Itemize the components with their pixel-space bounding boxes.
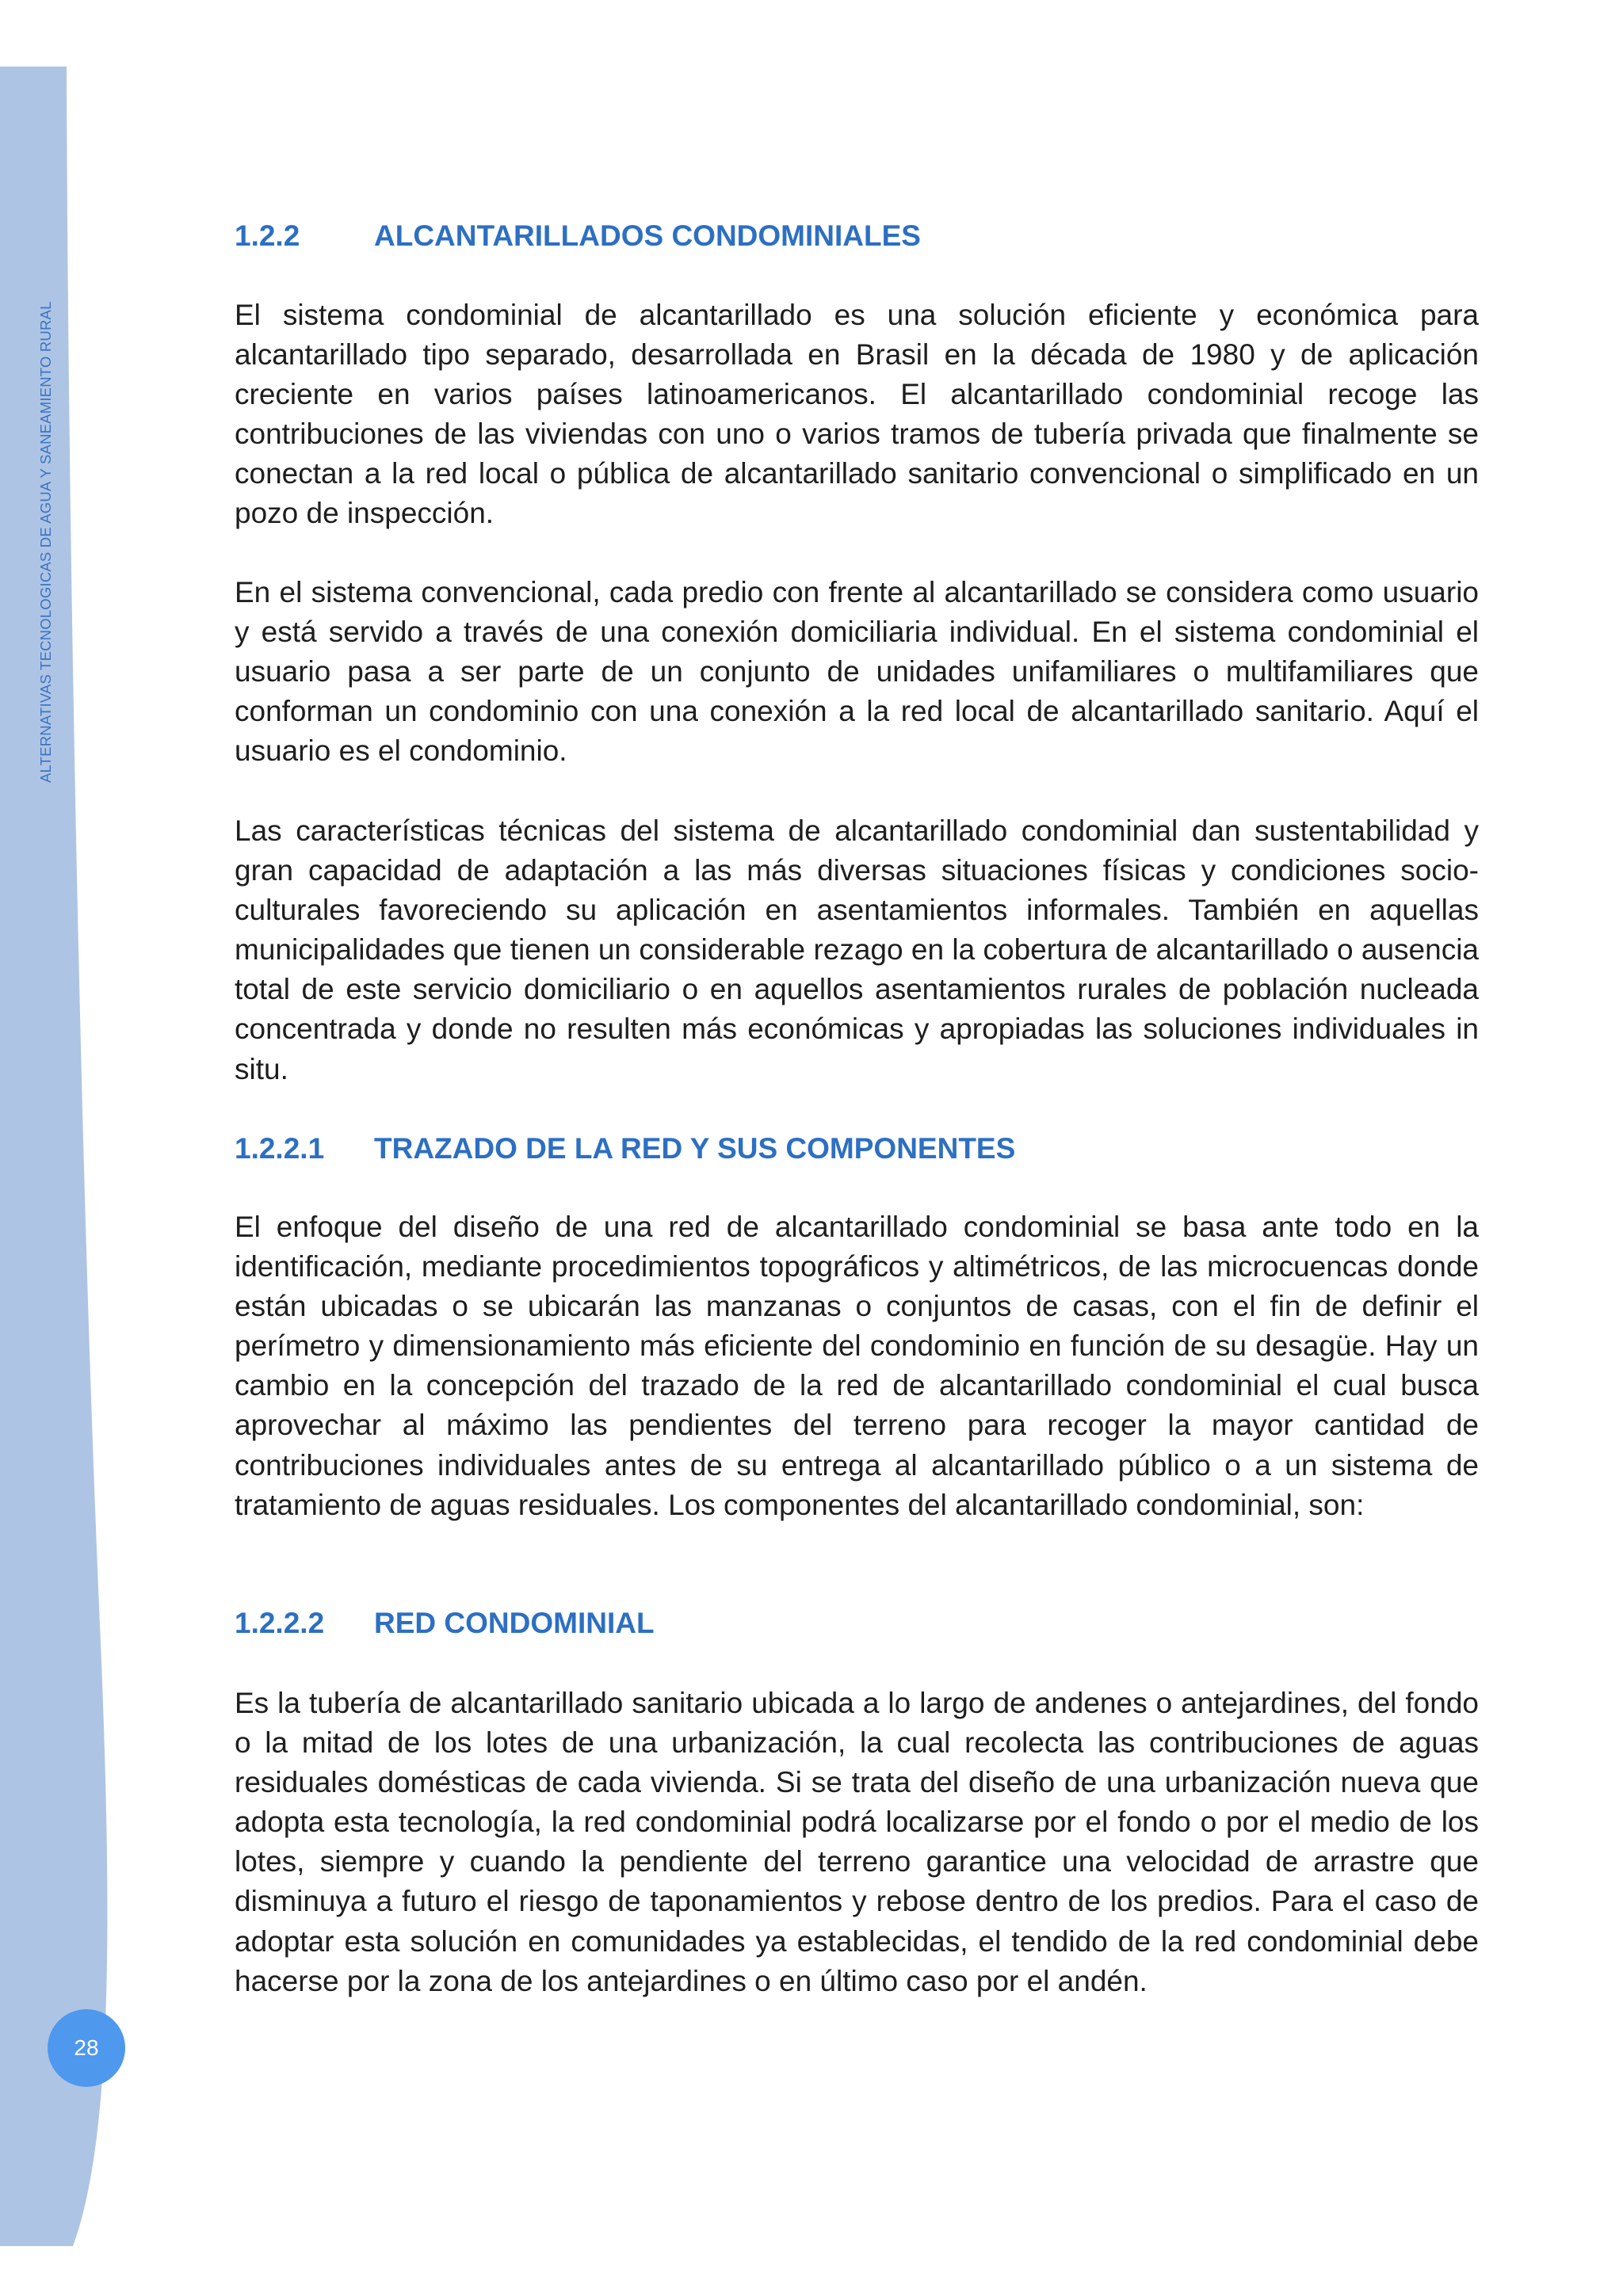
section-heading-1-2-2-2 <box>235 1606 655 1641</box>
side-band <box>0 0 127 2296</box>
side-band-shape <box>0 0 127 2296</box>
section-title: RED CONDOMINIAL <box>374 1607 655 1639</box>
paragraph: Es la tubería de alcantarillado sanitario ubicada a lo largo de andenes o antejardines, del fondo o la mitad de los lotes de una urbanización, la cual recolecta las contribuciones de aguas residuales domésticas de cada vivienda. Si se trata del diseño de una urbanización nueva que adopta esta tecnología, la red condominial podrá localizarse por el fondo o por el medio de los lotes, siempre y cuando la pendiente del terreno garantice una velocidad de arrastre que disminuya a futuro el riesgo de taponamientos y rebose dentro de los predios. Para el caso de adoptar esta solución en comunidades ya establecidas, el tendido de la red condominial debe hacerse por la zona de los antejardines o en último caso por el andén. <box>235 1687 1479 1997</box>
paragraph: Las características técnicas del sistema de alcantarillado condominial dan sustentabilidad y gran capacidad de adaptación a las más diversas situaciones físicas y condiciones socio-culturales favoreciendo su aplicación en asentamientos informales. También en aquellas municipalidades que tienen un considerable rezago en la cobertura de alcantarillado o ausencia total de este servicio domiciliario o en aquellos asentamientos rurales de población nucleada concentrada y donde no resulten más económicas y apropiadas las soluciones individuales in situ. <box>235 814 1479 1085</box>
section-number: 1.2.2.2 <box>235 1607 325 1639</box>
paragraph: El sistema condominial de alcantarillado es una solución eficiente y económica para alcantarillado tipo separado, desarrollada en Brasil en la década de 1980 y de aplicación creciente en varios países latinoamericanos. El alcantarillado condominial recoge las contribuciones de las viviendas con uno o varios tramos de tubería privada que finalmente se conectan a la red local o pública de alcantarillado sanitario convencional o simplificado en un pozo de inspección. <box>235 299 1479 530</box>
section-heading-1-2-2-1 <box>235 1131 1015 1166</box>
section-heading-1-2-2 <box>235 219 921 254</box>
section-title: TRAZADO DE LA RED Y SUS COMPONENTES <box>374 1132 1016 1165</box>
paragraph: El enfoque del diseño de una red de alcantarillado condominial se basa ante todo en la identificación, mediante procedimientos topográficos y altimétricos, de las microcuencas donde están ubicadas o se ubicarán las manzanas o conjuntos de casas, con el fin de definir el perímetro y dimensionamiento más eficiente del condominio en función de su desagüe. Hay un cambio en la concepción del trazado de la red de alcantarillado condominial el cual busca aprovechar al máximo las pendientes del terreno para recoger la mayor cantidad de contribuciones individuales antes de su entrega al alcantarillado público o a un sistema de tratamiento de aguas residuales. Los componentes del alcantarillado condominial, son: <box>235 1211 1479 1521</box>
section-number: 1.2.2.1 <box>235 1132 325 1165</box>
page-number: 28 <box>48 2009 125 2087</box>
section-number: 1.2.2 <box>235 219 300 252</box>
paragraph: En el sistema convencional, cada predio con frente al alcantarillado se considera como usuario y está servido a través de una conexión domiciliaria individual. En el sistema condominial el usuario pasa a ser parte de un conjunto de unidades unifamiliares o multifamiliares que conforman un condominio con una conexión a la red local de alcantarillado sanitario. Aquí el usuario es el condominio. <box>235 576 1479 768</box>
running-title: ALTERNATIVAS TECNOLOGICAS DE AGUA Y SANEAMIENTO RURAL <box>37 301 54 783</box>
section-title: ALCANTARILLADOS CONDOMINIALES <box>374 219 921 252</box>
